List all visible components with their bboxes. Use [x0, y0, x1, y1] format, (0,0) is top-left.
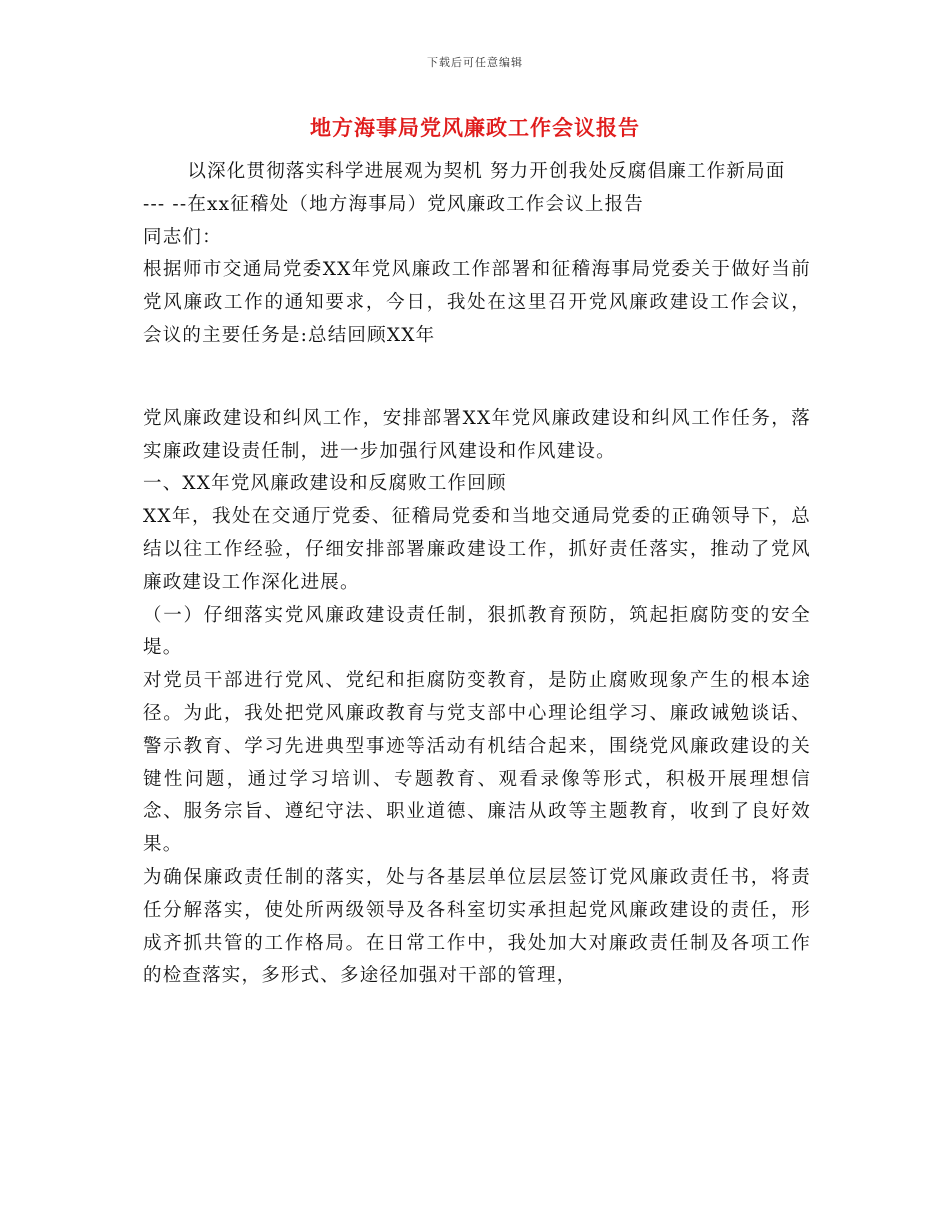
- salutation: 同志们：: [143, 226, 222, 248]
- document-title: 地方海事局党风廉政工作会议报告: [310, 115, 640, 140]
- section-heading: 一、XX年党风廉政建设和反腐败工作回顾: [143, 473, 507, 495]
- subsection-heading: （一）仔细落实党风廉政建设责任制，狠抓教育预防，筑起拒腐防变的安全堤。: [143, 604, 811, 659]
- paragraph: 为确保廉政责任制的落实，处与各基层单位层层签订党风廉政责任书，将责任分解落实，使处所两级领导及各科室切实承担起党风廉政建设的责任，形成齐抓共管的工作格局。在日常工作中，我处加大对廉政责任制及各项工作的检查落实，多形式、多途径加强对干部的管理，: [143, 866, 811, 987]
- page-break-gap: [143, 353, 811, 403]
- header-note: 下载后可任意编辑: [427, 56, 523, 69]
- paragraph: 党风廉政建设和纠风工作，安排部署XX年党风廉政建设和纠风工作任务，落实廉政建设责任制，进一步加强行风建设和作风建设。: [143, 407, 811, 462]
- document-subtitle: 以深化贯彻落实科学进展观为契机 努力开创我处反腐倡廉工作新局面: [187, 161, 786, 182]
- document-byline: --- --在xx征稽处（地方海事局）党风廉政工作会议上报告: [143, 193, 645, 215]
- paragraph: 对党员干部进行党风、党纪和拒腐防变教育，是防止腐败现象产生的根本途径。为此，我处把党风廉政教育与党支部中心理论组学习、廉政诫勉谈话、警示教育、学习先进典型事迹等活动有机结合起来，围绕党风廉政建设的关键性问题，通过学习培训、专题教育、观看录像等形式，积极开展理想信念、服务宗旨、遵纪守法、职业道德、廉洁从政等主题教育，收到了良好效果。: [143, 670, 811, 856]
- paragraph: XX年，我处在交通厅党委、征稽局党委和当地交通局党委的正确领导下，总结以往工作经验，仔细安排部署廉政建设工作，抓好责任落实，推动了党风廉政建设工作深化进展。: [143, 506, 811, 593]
- document-body: [143, 156, 811, 993]
- paragraph: 根据师市交通局党委XX年党风廉政工作部署和征稽海事局党委关于做好当前党风廉政工作的通知要求，今日，我处在这里召开党风廉政建设工作会议，会议的主要任务是:总结回顾XX年: [143, 259, 811, 346]
